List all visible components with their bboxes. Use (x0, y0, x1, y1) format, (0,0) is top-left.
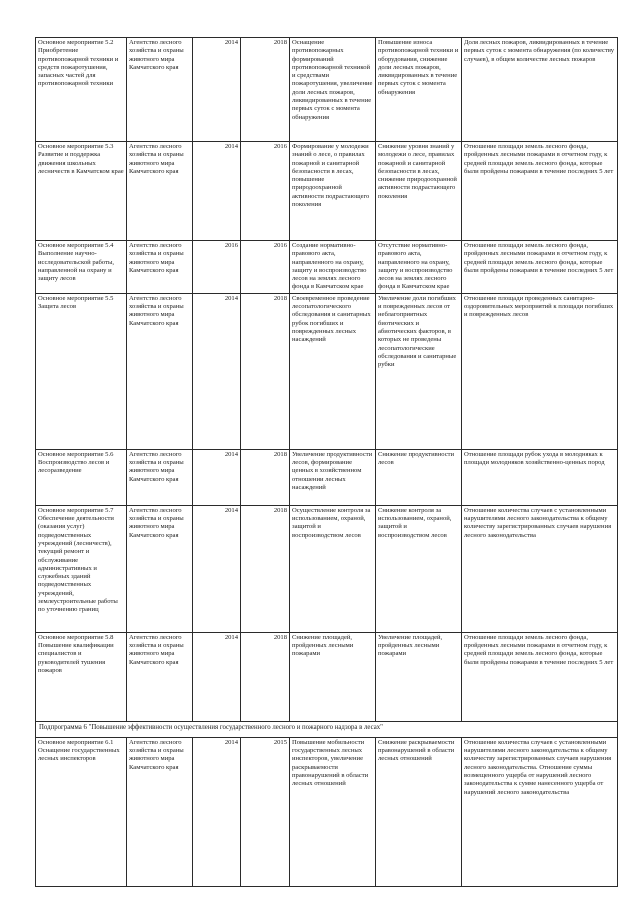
table-row (36, 449, 618, 505)
expected-result-cell: Своевременное проведение лесопатологического обследования и санитарных рубок погибших и поврежденных лесных насаждений (290, 293, 376, 449)
consequence-cell: Отсутствие нормативно-правового акта, направленного на охрану, защиту и воспроизводство лесов на землях лесного фонда в Камчатском крае (376, 241, 462, 294)
consequence-cell: Увеличение доли погибших и поврежденных лесов от неблагоприятных биотических и абиотических факторов, в которых не проведены лесопатологические обследования и санитарные рубки (376, 293, 462, 449)
indicator-cell: Отношение площади рубок ухода в молодняках к площади молодняков хозяйственно-ценных пород (462, 449, 618, 505)
start-year-cell: 2014 (193, 293, 241, 449)
subprogram-title: Подпрограмма 6 "Повышение эффективности осуществления государственного лесного и пожарного надзора в лесах" (36, 721, 618, 737)
table-row (36, 38, 618, 142)
start-year-cell: 2014 (193, 505, 241, 632)
expected-result-cell: Осуществление контроля за использованием, охраной, защитой и воспроизводством лесов (290, 505, 376, 632)
expected-result-cell: Формирование у молодежи знаний о лесе, о правилах пожарной и санитарной безопасности в лесах, повышение природоохранной активности подрастающего поколения (290, 142, 376, 241)
consequence-cell: Снижение раскрываемости правонарушений в области лесных отношений (376, 737, 462, 886)
expected-result-cell: Повышение мобильности государственных лесных инспекторов, увеличение раскрываемости правонарушений в области лесных отношений (290, 737, 376, 886)
start-year-cell: 2014 (193, 632, 241, 721)
executor-cell: Агентство лесного хозяйства и охраны животного мира Камчатского края (127, 505, 193, 632)
end-year-cell: 2018 (241, 38, 290, 142)
end-year-cell: 2016 (241, 142, 290, 241)
expected-result-cell: Оснащение противопожарных формирований противопожарной техникой и средствами пожаротушения, увеличение доли лесных пожаров, ликвидированных в течение первых суток с момента обнаружения (290, 38, 376, 142)
indicator-cell: Отношение площади проведенных санитарно-оздоровительных мероприятий к площади погибших и поврежденных лесов (462, 293, 618, 449)
start-year-cell: 2014 (193, 142, 241, 241)
subprogram-row (36, 721, 618, 737)
table-row (36, 737, 618, 886)
consequence-cell: Повышение износа противопожарной техники и оборудования, снижение доли лесных пожаров, ликвидированных в течение первых суток с момента обнаружения (376, 38, 462, 142)
executor-cell: Агентство лесного хозяйства и охраны животного мира Камчатского края (127, 241, 193, 294)
end-year-cell: 2018 (241, 449, 290, 505)
expected-result-cell: Увеличение продуктивности лесов, формирование ценных в хозяйственном отношении лесных насаждений (290, 449, 376, 505)
end-year-cell: 2018 (241, 632, 290, 721)
event-cell: Основное мероприятие 6.1 Оснащение государственных лесных инспекторов (36, 737, 127, 886)
table-row (36, 632, 618, 721)
executor-cell: Агентство лесного хозяйства и охраны животного мира Камчатского края (127, 293, 193, 449)
event-cell: Основное мероприятие 5.7 Обеспечение деятельности (оказания услуг) подведомственных учреждений (лесничеств), текущий ремонт и обслуживание административных и служебных зданий подведомственных учреждений, землеустроительные работы по уточнению границ (36, 505, 127, 632)
executor-cell: Агентство лесного хозяйства и охраны животного мира Камчатского края (127, 38, 193, 142)
event-cell: Основное мероприятие 5.3 Развитие и поддержка движения школьных лесничеств в Камчатском крае (36, 142, 127, 241)
consequence-cell: Снижение уровня знаний у молодежи о лесе, правилах пожарной и санитарной безопасности в лесах, снижение природоохранной активности подрастающего поколения (376, 142, 462, 241)
program-events-table (35, 37, 618, 887)
indicator-cell: Отношение площади земель лесного фонда, пройденных лесными пожарами в отчетном году, к средней площади земель лесного фонда, которые были пройдены пожарами в течение последних 5 лет (462, 142, 618, 241)
start-year-cell: 2014 (193, 449, 241, 505)
executor-cell: Агентство лесного хозяйства и охраны животного мира Камчатского края (127, 737, 193, 886)
expected-result-cell: Снижение площадей, пройденных лесными пожарами (290, 632, 376, 721)
indicator-cell: Отношение площади земель лесного фонда, пройденных лесными пожарами в отчетном году, к средней площади земель лесного фонда, которые были пройдены пожарами в течение последних 5 лет (462, 632, 618, 721)
table-row (36, 505, 618, 632)
indicator-cell: Отношение количества случаев с установленными нарушителями лесного законодательства к общему количеству зарегистрированных случаев нарушения лесного законодательства (462, 505, 618, 632)
start-year-cell: 2014 (193, 737, 241, 886)
start-year-cell: 2014 (193, 38, 241, 142)
consequence-cell: Увеличение площадей, пройденных лесными пожарами (376, 632, 462, 721)
consequence-cell: Снижение продуктивности лесов (376, 449, 462, 505)
indicator-cell: Отношение площади земель лесного фонда, пройденных лесными пожарами в отчетном году, к средней площади земель лесного фонда, которые были пройдены пожарами в течение последних 5 лет (462, 241, 618, 294)
executor-cell: Агентство лесного хозяйства и охраны животного мира Камчатского края (127, 449, 193, 505)
event-cell: Основное мероприятие 5.5 Защита лесов (36, 293, 127, 449)
event-cell: Основное мероприятие 5.4 Выполнение научно-исследовательской работы, направленной на охрану и защиту лесов (36, 241, 127, 294)
event-cell: Основное мероприятие 5.6 Воспроизводство лесов и лесоразведение (36, 449, 127, 505)
table-row (36, 293, 618, 449)
executor-cell: Агентство лесного хозяйства и охраны животного мира Камчатского края (127, 142, 193, 241)
end-year-cell: 2018 (241, 505, 290, 632)
end-year-cell: 2015 (241, 737, 290, 886)
expected-result-cell: Создание нормативно-правового акта, направленного на охрану, защиту и воспроизводство лесов на землях лесного фонда в Камчатском крае (290, 241, 376, 294)
indicator-cell: Доля лесных пожаров, ликвидированных в течение первых суток с момента обнаружения (по количеству случаев), в общем количестве лесных пожаров (462, 38, 618, 142)
end-year-cell: 2018 (241, 293, 290, 449)
indicator-cell: Отношение количества случаев с установленными нарушителями лесного законодательства к общему количеству зарегистрированных случаев нарушения лесного законодательства. Отношение суммы возмещенного ущерба от нарушений лесного законодательства к сумме нанесенного ущерба от нарушений лесного законодательства (462, 737, 618, 886)
executor-cell: Агентство лесного хозяйства и охраны животного мира Камчатского края (127, 632, 193, 721)
end-year-cell: 2016 (241, 241, 290, 294)
consequence-cell: Снижение контроля за использованием, охраной, защитой и воспроизводством лесов (376, 505, 462, 632)
table-row (36, 142, 618, 241)
table-row (36, 241, 618, 294)
event-cell: Основное мероприятие 5.8 Повышение квалификации специалистов и руководителей тушения пожаров (36, 632, 127, 721)
start-year-cell: 2016 (193, 241, 241, 294)
event-cell: Основное мероприятие 5.2 Приобретение противопожарной техники и средств пожаротушения, запасных частей для противопожарной техники (36, 38, 127, 142)
